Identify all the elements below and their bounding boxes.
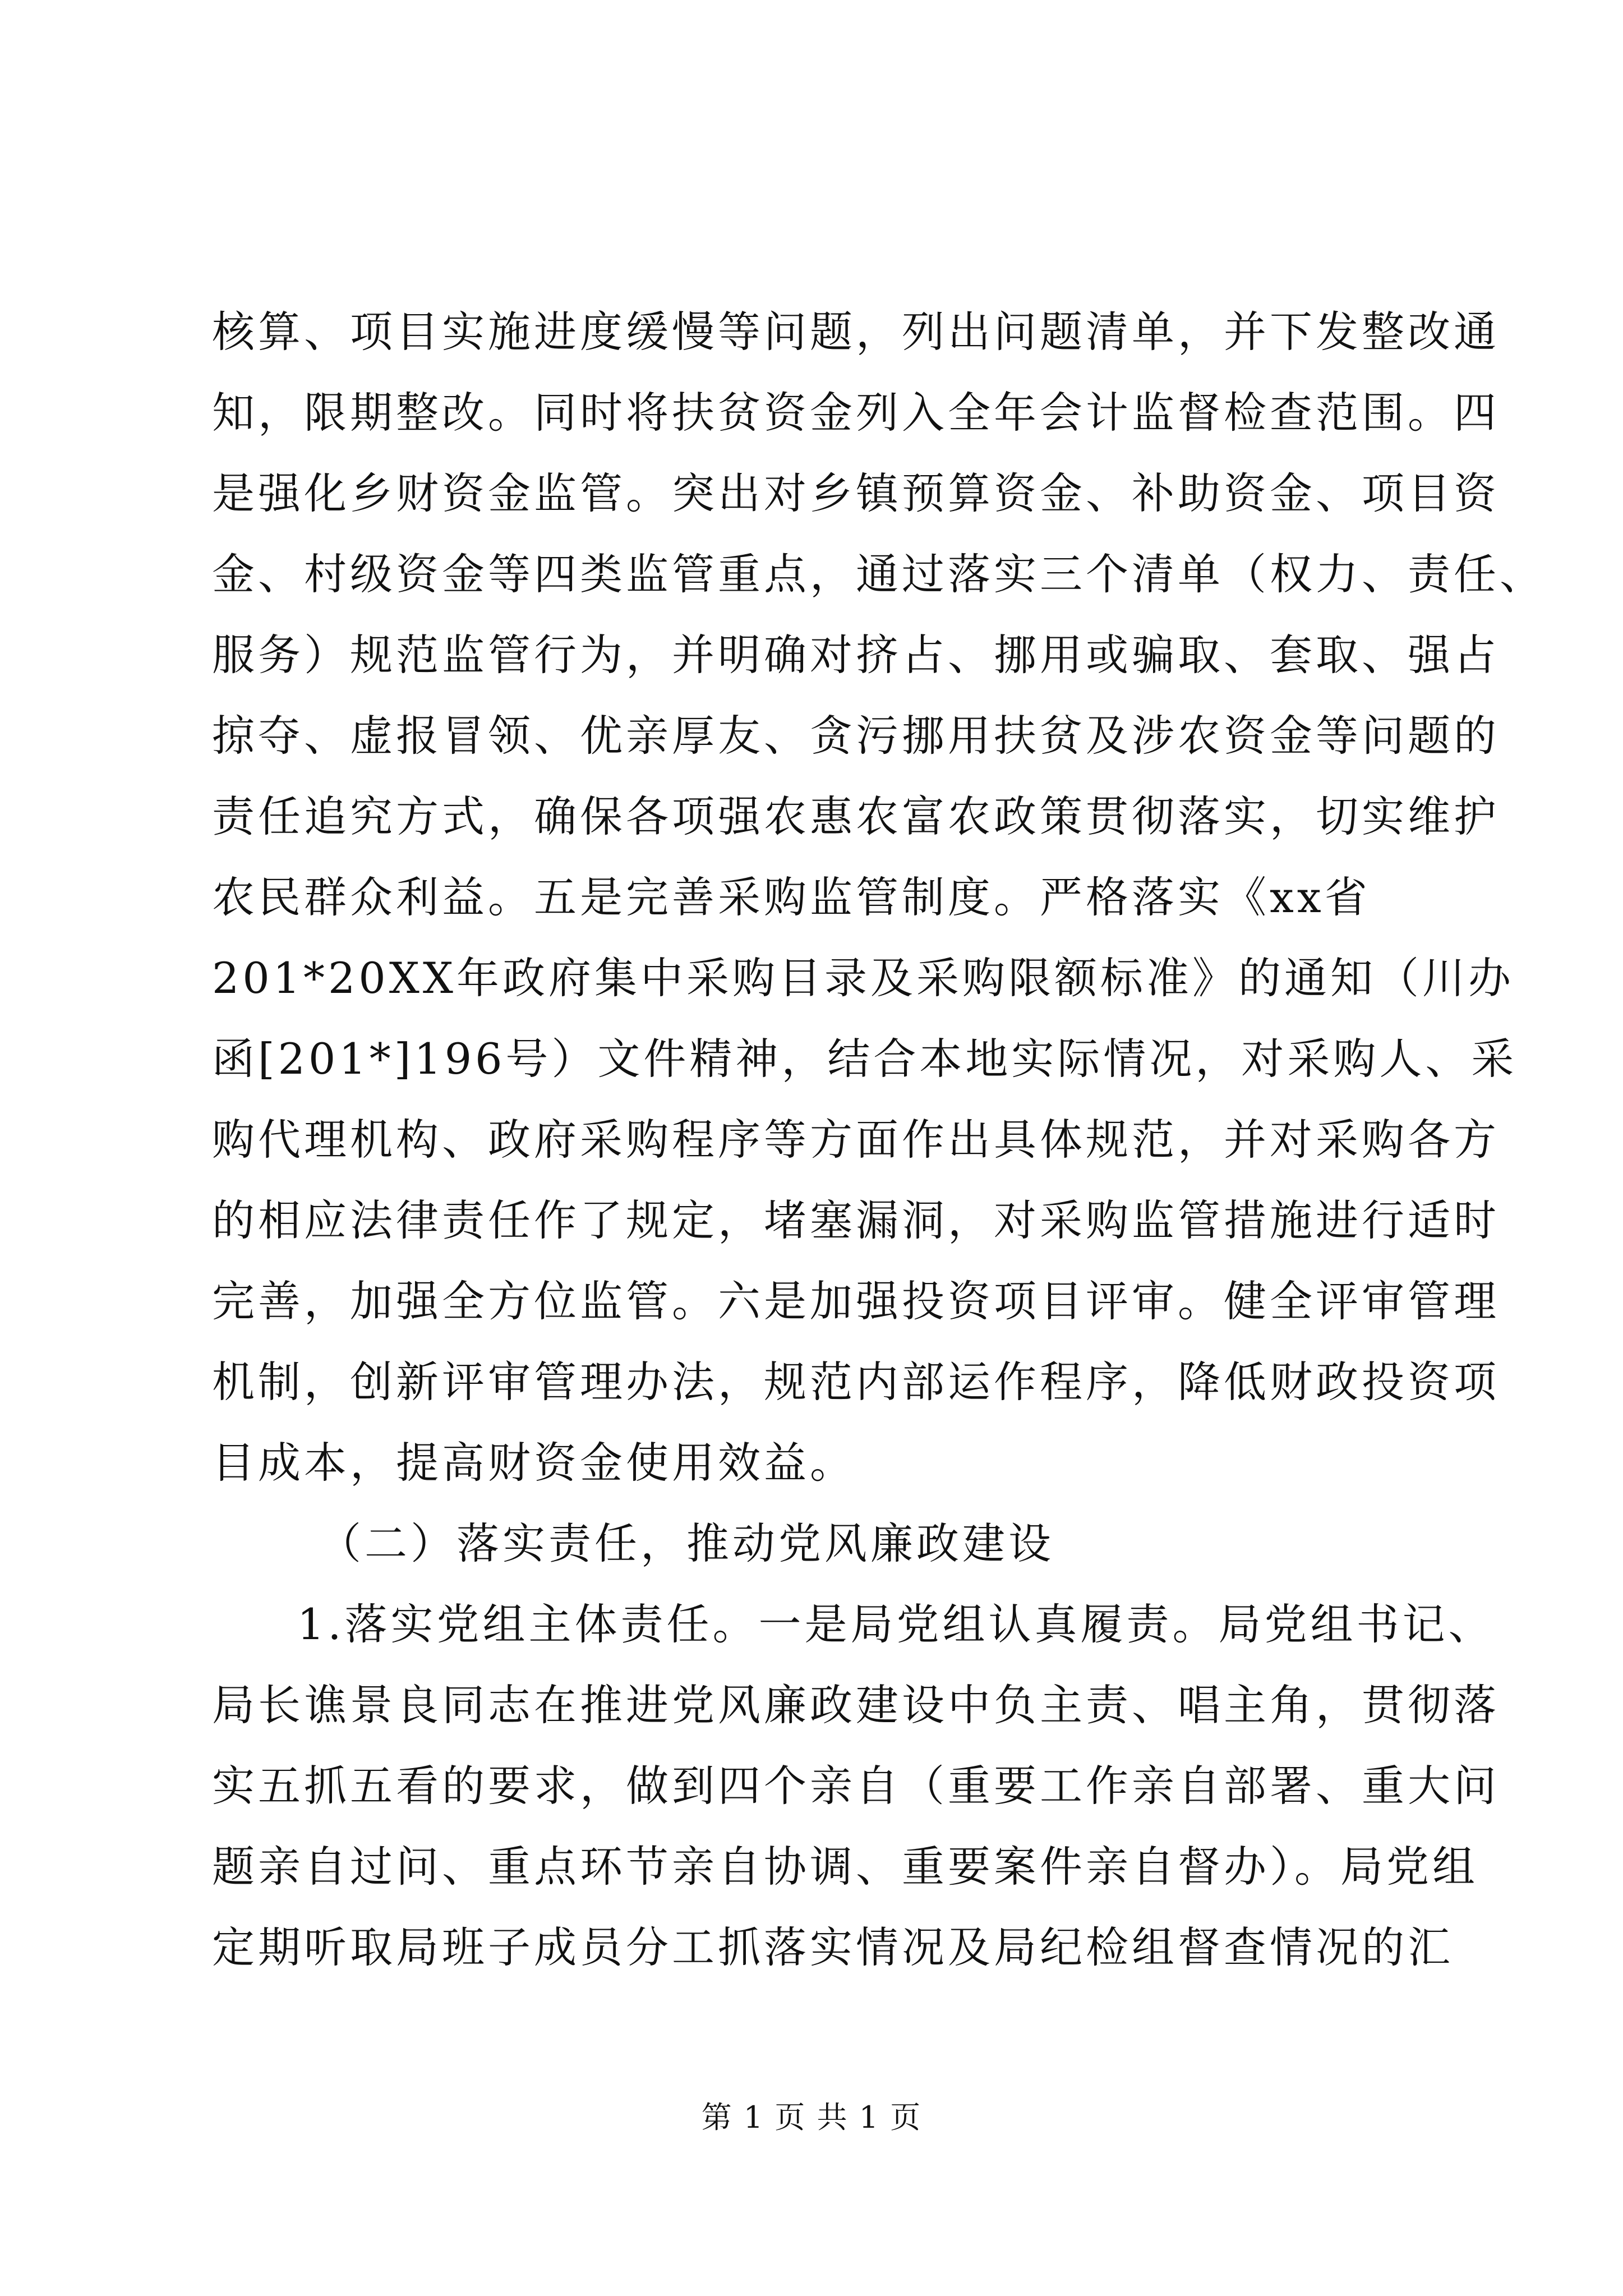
text-line: 是强化乡财资金监管。突出对乡镇预算资金、补助资金、项目资	[212, 468, 1500, 518]
text-line: 完善，加强全方位监管。六是加强投资项目评审。健全评审管理	[212, 1276, 1500, 1326]
document-body	[212, 292, 1546, 1988]
text-line: 实五抓五看的要求，做到四个亲自（重要工作亲自部署、重大问	[212, 1761, 1500, 1811]
text-line: 掠夺、虚报冒领、优亲厚友、贪污挪用扶贫及涉农资金等问题的	[212, 711, 1500, 761]
text-line: 农民群众利益。五是完善采购监管制度。严格落实《xx省	[212, 872, 1371, 922]
text-line: 核算、项目实施进度缓慢等问题，列出问题清单，并下发整改通	[212, 307, 1500, 357]
text-line: 函[201*]196号）文件精神，结合本地实际情况，对采购人、采	[212, 1034, 1518, 1084]
text-line: 定期听取局班子成员分工抓落实情况及局纪检组督查情况的汇	[212, 1922, 1454, 1972]
text-line: 201*20XX年政府集中采购目录及采购限额标准》的通知（川办	[212, 953, 1514, 1003]
text-line: 责任追究方式，确保各项强农惠农富农政策贯彻落实，切实维护	[212, 792, 1500, 841]
text-line: 购代理机构、政府采购程序等方面作出具体规范，并对采购各方	[212, 1115, 1500, 1165]
text-line: 的相应法律责任作了规定，堵塞漏洞，对采购监管措施进行适时	[212, 1195, 1500, 1245]
section-heading: （二）落实责任，推动党风廉政建设	[319, 1519, 1054, 1568]
text-line: 题亲自过问、重点环节亲自协调、重要案件亲自督办）。局党组	[212, 1842, 1478, 1892]
text-line: 金、村级资金等四类监管重点，通过落实三个清单（权力、责任、	[212, 549, 1546, 599]
text-line: 服务）规范监管行为，并明确对挤占、挪用或骗取、套取、强占	[212, 630, 1500, 680]
text-line: 目成本，提高财资金使用效益。	[212, 1438, 856, 1488]
text-line: 局长谯景良同志在推进党风廉政建设中负主责、唱主角，贯彻落	[212, 1680, 1500, 1730]
page-footer: 第 1 页 共 1 页	[701, 2100, 922, 2135]
text-line: 知，限期整改。同时将扶贫资金列入全年会计监督检查范围。四	[212, 388, 1500, 438]
text-line: 机制，创新评审管理办法，规范内部运作程序，降低财政投资项	[212, 1357, 1500, 1407]
paragraph-first-line: 1.落实党组主体责任。一是局党组认真履责。局党组书记、	[297, 1599, 1495, 1649]
